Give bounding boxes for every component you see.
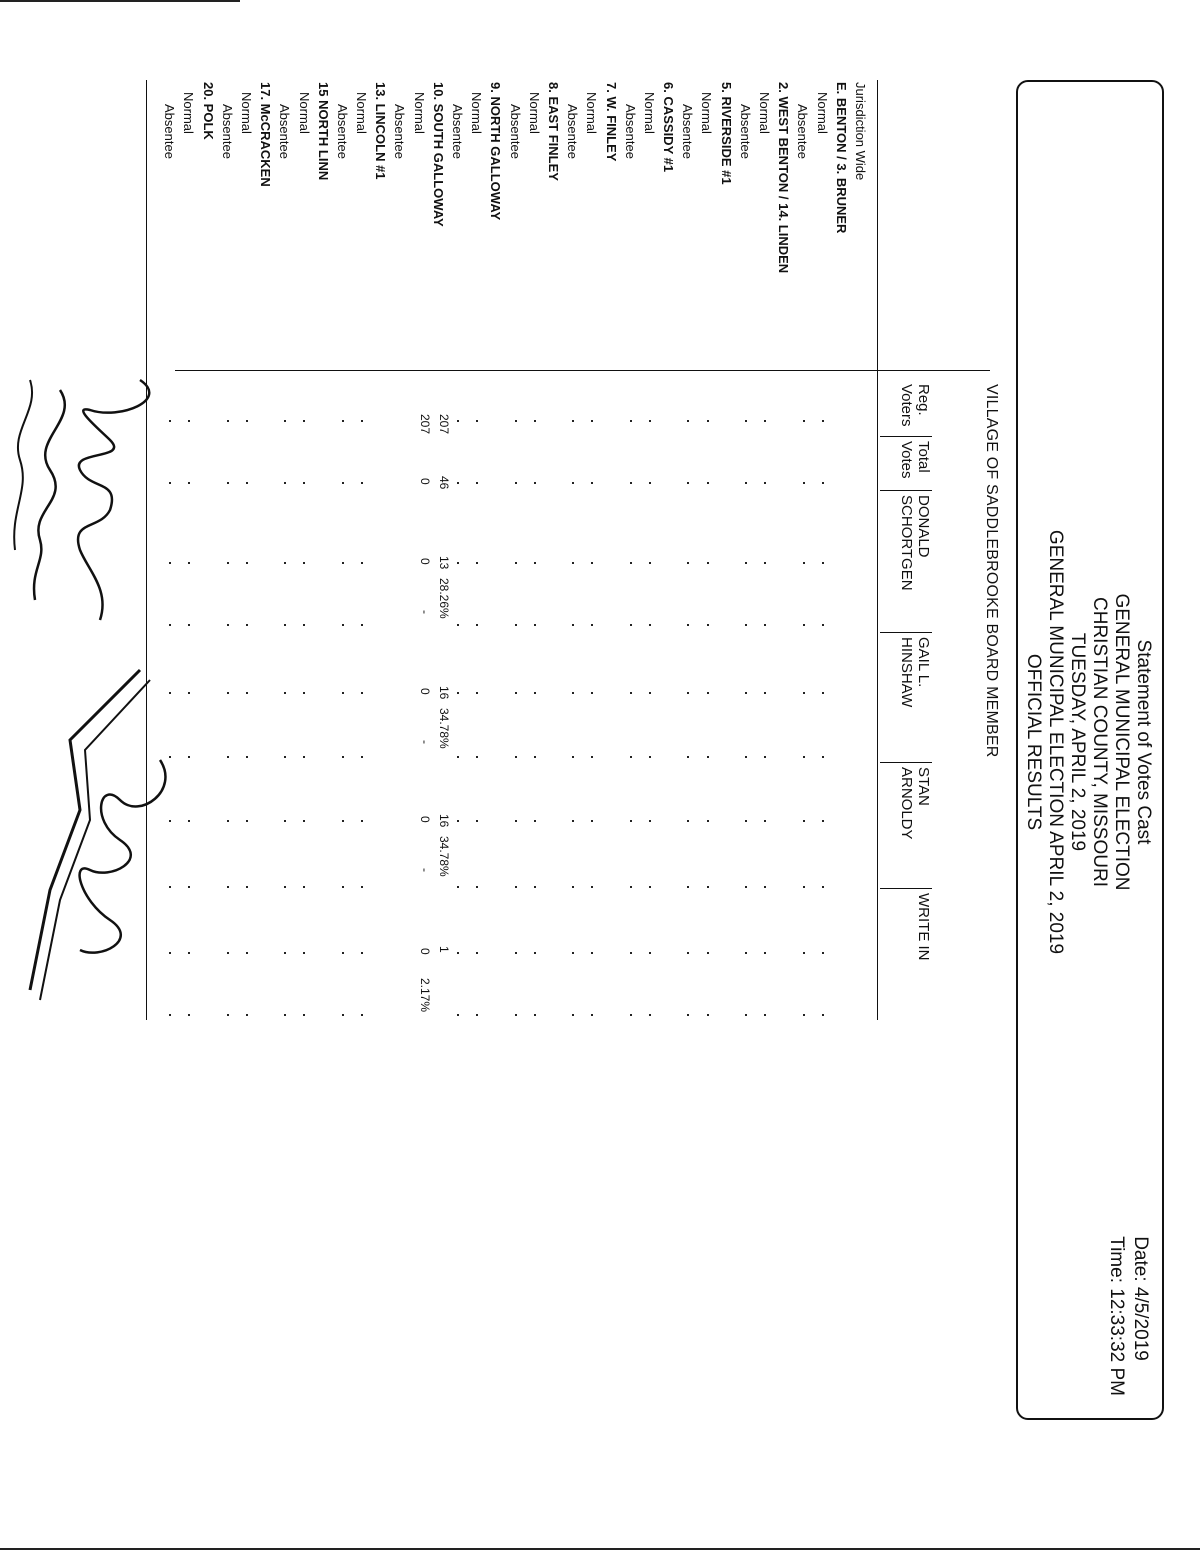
empty-cell-dot <box>476 420 478 422</box>
empty-cell-dot <box>649 482 651 484</box>
col-label: Votes <box>898 441 915 479</box>
header-line: Statement of Votes Cast <box>1133 639 1154 845</box>
col-schortgen <box>880 490 932 591</box>
empty-cell-dot <box>764 624 766 626</box>
col-label: Voters <box>898 384 915 427</box>
empty-cell-dot <box>188 482 190 484</box>
jurisdiction-row: Absentee <box>392 104 408 159</box>
header-datetime <box>1104 1236 1152 1396</box>
jurisdiction-row: Normal <box>641 92 657 134</box>
empty-cell-dot <box>764 562 766 564</box>
empty-cell-dot <box>745 420 747 422</box>
jurisdiction-row: 20. POLK <box>200 82 216 140</box>
empty-cell-dot <box>745 562 747 564</box>
empty-cell-dot <box>572 820 574 822</box>
empty-cell-dot <box>803 886 805 888</box>
empty-cell-dot <box>822 562 824 564</box>
sg-normal-reg: 207 <box>437 414 451 435</box>
header-line: GENERAL MUNICIPAL ELECTION <box>1111 593 1132 891</box>
empty-cell-dot <box>687 952 689 954</box>
empty-cell-dot <box>303 1014 305 1016</box>
empty-cell-dot <box>630 820 632 822</box>
empty-cell-dot <box>745 756 747 758</box>
empty-cell-dot <box>457 562 459 564</box>
empty-cell-dot <box>822 952 824 954</box>
jurisdiction-row: 10. SOUTH GALLOWAY <box>430 82 446 227</box>
empty-cell-dot <box>515 756 517 758</box>
empty-cell-dot <box>476 692 478 694</box>
empty-cell-dot <box>687 482 689 484</box>
empty-cell-dot <box>227 952 229 954</box>
jurisdiction-row: 5. RIVERSIDE #1 <box>718 82 734 185</box>
empty-cell-dot <box>745 692 747 694</box>
sg-normal-writein: 1 <box>437 946 451 953</box>
empty-cell-dot <box>591 952 593 954</box>
empty-cell-dot <box>630 756 632 758</box>
jurisdiction-row: Normal <box>354 92 370 134</box>
empty-cell-dot <box>764 482 766 484</box>
empty-cell-dot <box>361 624 363 626</box>
empty-cell-dot <box>572 1014 574 1016</box>
sg-absentee-schortgen: 0 <box>418 558 432 565</box>
empty-cell-dot <box>476 886 478 888</box>
empty-cell-dot <box>591 562 593 564</box>
empty-cell-dot <box>687 562 689 564</box>
sg-absentee-writein: 0 <box>418 948 432 955</box>
empty-cell-dot <box>630 420 632 422</box>
empty-cell-dot <box>572 886 574 888</box>
empty-cell-dot <box>284 756 286 758</box>
empty-cell-dot <box>764 820 766 822</box>
empty-cell-dot <box>630 952 632 954</box>
empty-cell-dot <box>342 420 344 422</box>
empty-cell-dot <box>534 420 536 422</box>
empty-cell-dot <box>745 624 747 626</box>
empty-cell-dot <box>649 624 651 626</box>
empty-cell-dot <box>284 692 286 694</box>
empty-cell-dot <box>822 756 824 758</box>
empty-cell-dot <box>707 756 709 758</box>
empty-cell-dot <box>745 952 747 954</box>
sg-absentee-total: 0 <box>418 478 432 485</box>
col-label: STAN <box>915 767 932 806</box>
empty-cell-dot <box>361 1014 363 1016</box>
empty-cell-dot <box>534 952 536 954</box>
empty-cell-dot <box>572 624 574 626</box>
jurisdiction-row: 15 NORTH LINN <box>315 82 331 181</box>
empty-cell-dot <box>476 952 478 954</box>
empty-cell-dot <box>246 820 248 822</box>
empty-cell-dot <box>707 886 709 888</box>
jurisdiction-row: Absentee <box>565 104 581 159</box>
empty-cell-dot <box>534 692 536 694</box>
empty-cell-dot <box>534 482 536 484</box>
empty-cell-dot <box>246 562 248 564</box>
jurisdiction-row: 9. NORTH GALLOWAY <box>488 82 504 221</box>
empty-cell-dot <box>361 886 363 888</box>
sg-absentee-hinshaw: 0 <box>418 688 432 695</box>
empty-cell-dot <box>342 562 344 564</box>
empty-cell-dot <box>822 420 824 422</box>
jurisdiction-row: Absentee <box>507 104 523 159</box>
empty-cell-dot <box>246 692 248 694</box>
empty-cell-dot <box>188 420 190 422</box>
empty-cell-dot <box>227 562 229 564</box>
empty-cell-dot <box>572 562 574 564</box>
empty-cell-dot <box>803 624 805 626</box>
empty-cell-dot <box>227 820 229 822</box>
empty-cell-dot <box>707 692 709 694</box>
empty-cell-dot <box>284 420 286 422</box>
empty-cell-dot <box>534 624 536 626</box>
jurisdiction-row: Normal <box>584 92 600 134</box>
empty-cell-dot <box>361 692 363 694</box>
empty-cell-dot <box>361 482 363 484</box>
empty-cell-dot <box>284 562 286 564</box>
empty-cell-dot <box>534 820 536 822</box>
jurisdiction-row: Absentee <box>450 104 466 159</box>
empty-cell-dot <box>745 482 747 484</box>
header-title-block <box>1022 442 1154 1042</box>
col-label: ARNOLDY <box>898 767 915 840</box>
empty-cell-dot <box>534 1014 536 1016</box>
empty-cell-dot <box>227 482 229 484</box>
sg-absentee-hinshaw-pct: - <box>418 740 432 744</box>
empty-cell-dot <box>284 886 286 888</box>
empty-cell-dot <box>745 886 747 888</box>
report-header <box>1016 80 1164 1420</box>
empty-cell-dot <box>361 420 363 422</box>
empty-cell-dot <box>246 952 248 954</box>
empty-cell-dot <box>649 756 651 758</box>
empty-cell-dot <box>457 820 459 822</box>
empty-cell-dot <box>342 886 344 888</box>
jurisdiction-row: 13. LINCOLN #1 <box>373 82 389 180</box>
sg-normal-writein-pct: 2.17% <box>418 978 432 1013</box>
column-divider <box>175 370 990 371</box>
col-label: Total <box>915 441 932 473</box>
empty-cell-dot <box>361 562 363 564</box>
jurisdiction-row: Absentee <box>795 104 811 159</box>
empty-cell-dot <box>822 1014 824 1016</box>
empty-cell-dot <box>572 482 574 484</box>
empty-cell-dot <box>822 482 824 484</box>
empty-cell-dot <box>707 1014 709 1016</box>
header-line: GENERAL MUNICIPAL ELECTION APRIL 2, 2019 <box>1045 529 1066 955</box>
sg-absentee-arnoldy-pct: - <box>418 868 432 872</box>
jurisdiction-row: Absentee <box>680 104 696 159</box>
empty-cell-dot <box>342 692 344 694</box>
empty-cell-dot <box>515 482 517 484</box>
col-label: SCHORTGEN <box>898 495 915 591</box>
empty-cell-dot <box>572 756 574 758</box>
empty-cell-dot <box>284 820 286 822</box>
header-line: CHRISTIAN COUNTY, MISSOURI <box>1089 597 1110 887</box>
empty-cell-dot <box>630 482 632 484</box>
jurisdiction-row: Normal <box>526 92 542 134</box>
empty-cell-dot <box>803 692 805 694</box>
jurisdiction-row: Absentee <box>162 104 178 159</box>
empty-cell-dot <box>822 886 824 888</box>
empty-cell-dot <box>246 482 248 484</box>
empty-cell-dot <box>284 1014 286 1016</box>
empty-cell-dot <box>572 420 574 422</box>
jurisdiction-row: Absentee <box>334 104 350 159</box>
empty-cell-dot <box>476 820 478 822</box>
empty-cell-dot <box>707 420 709 422</box>
empty-cell-dot <box>361 952 363 954</box>
jurisdiction-row: 8. EAST FINLEY <box>546 82 561 181</box>
empty-cell-dot <box>476 482 478 484</box>
empty-cell-dot <box>707 624 709 626</box>
signature-left <box>0 360 180 660</box>
empty-cell-dot <box>764 952 766 954</box>
empty-cell-dot <box>803 562 805 564</box>
empty-cell-dot <box>284 952 286 954</box>
empty-cell-dot <box>687 756 689 758</box>
empty-cell-dot <box>342 1014 344 1016</box>
empty-cell-dot <box>246 756 248 758</box>
empty-cell-dot <box>822 820 824 822</box>
empty-cell-dot <box>457 692 459 694</box>
col-write-in <box>880 888 932 961</box>
empty-cell-dot <box>303 624 305 626</box>
jurisdiction-row: Normal <box>757 92 773 134</box>
empty-cell-dot <box>649 1014 651 1016</box>
empty-cell-dot <box>457 482 459 484</box>
jurisdiction-row: Normal <box>469 92 485 134</box>
empty-cell-dot <box>745 1014 747 1016</box>
empty-cell-dot <box>476 756 478 758</box>
empty-cell-dot <box>591 1014 593 1016</box>
empty-cell-dot <box>284 482 286 484</box>
empty-cell-dot <box>303 886 305 888</box>
report-date: Date: 4/5/2019 <box>1130 1236 1151 1361</box>
jurisdiction-row: Normal <box>699 92 715 134</box>
header-rule <box>877 80 878 1020</box>
jurisdiction-row: E. BENTON / 3. BRUNER <box>833 82 849 234</box>
empty-cell-dot <box>246 420 248 422</box>
sg-normal-total: 46 <box>437 476 451 490</box>
sg-normal-hinshaw-pct: 34.78% <box>437 708 451 749</box>
sg-normal-hinshaw: 16 <box>437 686 451 700</box>
empty-cell-dot <box>803 482 805 484</box>
empty-cell-dot <box>591 624 593 626</box>
empty-cell-dot <box>476 1014 478 1016</box>
empty-cell-dot <box>515 820 517 822</box>
empty-cell-dot <box>515 886 517 888</box>
empty-cell-dot <box>227 420 229 422</box>
col-label: WRITE IN <box>915 893 932 961</box>
empty-cell-dot <box>303 420 305 422</box>
empty-cell-dot <box>822 624 824 626</box>
col-label: HINSHAW <box>898 637 915 708</box>
empty-cell-dot <box>515 624 517 626</box>
empty-cell-dot <box>591 756 593 758</box>
jurisdiction-row: Absentee <box>737 104 753 159</box>
empty-cell-dot <box>803 420 805 422</box>
empty-cell-dot <box>515 1014 517 1016</box>
empty-cell-dot <box>649 952 651 954</box>
scan-edge <box>0 0 240 2</box>
empty-cell-dot <box>246 886 248 888</box>
empty-cell-dot <box>246 624 248 626</box>
empty-cell-dot <box>591 886 593 888</box>
col-label: DONALD <box>915 495 932 558</box>
empty-cell-dot <box>303 820 305 822</box>
empty-cell-dot <box>476 624 478 626</box>
empty-cell-dot <box>591 482 593 484</box>
empty-cell-dot <box>803 820 805 822</box>
col-hinshaw <box>880 632 932 707</box>
empty-cell-dot <box>572 692 574 694</box>
empty-cell-dot <box>649 562 651 564</box>
empty-cell-dot <box>342 820 344 822</box>
empty-cell-dot <box>534 756 536 758</box>
empty-cell-dot <box>188 562 190 564</box>
jurisdiction-row: Absentee <box>219 104 235 159</box>
col-label: GAIL L. <box>915 637 932 688</box>
col-label: Reg. <box>915 384 932 416</box>
empty-cell-dot <box>630 886 632 888</box>
sg-normal-schortgen: 13 <box>437 556 451 570</box>
empty-cell-dot <box>649 820 651 822</box>
empty-cell-dot <box>342 482 344 484</box>
empty-cell-dot <box>803 952 805 954</box>
jurisdiction-rows <box>160 82 870 273</box>
empty-cell-dot <box>764 1014 766 1016</box>
empty-cell-dot <box>476 562 478 564</box>
empty-cell-dot <box>630 1014 632 1016</box>
jurisdiction-row: 17. McCRACKEN <box>258 82 274 187</box>
empty-cell-dot <box>227 692 229 694</box>
empty-cell-dot <box>227 756 229 758</box>
empty-cell-dot <box>764 692 766 694</box>
col-total-votes <box>880 436 932 479</box>
empty-cell-dot <box>361 756 363 758</box>
empty-cell-dot <box>457 420 459 422</box>
jurisdiction-row: Absentee <box>277 104 293 159</box>
empty-cell-dot <box>188 624 190 626</box>
empty-cell-dot <box>534 886 536 888</box>
jurisdiction-row: Normal <box>239 92 254 134</box>
empty-cell-dot <box>707 820 709 822</box>
empty-cell-dot <box>630 624 632 626</box>
empty-cell-dot <box>764 756 766 758</box>
empty-cell-dot <box>457 1014 459 1016</box>
empty-cell-dot <box>284 624 286 626</box>
empty-cell-dot <box>707 562 709 564</box>
jurisdiction-row: Normal <box>814 92 830 134</box>
empty-cell-dot <box>572 952 574 954</box>
empty-cell-dot <box>227 624 229 626</box>
empty-cell-dot <box>687 820 689 822</box>
empty-cell-dot <box>764 420 766 422</box>
empty-cell-dot <box>803 756 805 758</box>
empty-cell-dot <box>687 420 689 422</box>
col-reg-voters <box>880 380 932 427</box>
sg-absentee-schortgen-pct: - <box>418 610 432 614</box>
sg-normal-arnoldy-pct: 34.78% <box>437 836 451 877</box>
empty-cell-dot <box>342 756 344 758</box>
empty-cell-dot <box>687 1014 689 1016</box>
sg-normal-schortgen-pct: 28.26% <box>437 578 451 619</box>
empty-cell-dot <box>361 820 363 822</box>
sg-absentee-reg: 207 <box>418 414 432 435</box>
empty-cell-dot <box>342 952 344 954</box>
empty-cell-dot <box>303 692 305 694</box>
empty-cell-dot <box>707 952 709 954</box>
empty-cell-dot <box>303 756 305 758</box>
empty-cell-dot <box>227 886 229 888</box>
empty-cell-dot <box>707 482 709 484</box>
empty-cell-dot <box>591 820 593 822</box>
col-arnoldy <box>880 762 932 840</box>
scan-edge <box>0 1548 1200 1550</box>
jurisdiction-row: Normal <box>411 92 427 134</box>
empty-cell-dot <box>591 420 593 422</box>
empty-cell-dot <box>630 692 632 694</box>
empty-cell-dot <box>764 886 766 888</box>
jurisdiction-row: Absentee <box>622 104 638 159</box>
empty-cell-dot <box>745 820 747 822</box>
empty-cell-dot <box>227 1014 229 1016</box>
empty-cell-dot <box>630 562 632 564</box>
empty-cell-dot <box>534 562 536 564</box>
empty-cell-dot <box>515 562 517 564</box>
empty-cell-dot <box>303 562 305 564</box>
empty-cell-dot <box>457 756 459 758</box>
empty-cell-dot <box>803 1014 805 1016</box>
empty-cell-dot <box>515 692 517 694</box>
empty-cell-dot <box>303 952 305 954</box>
sg-absentee-arnoldy: 0 <box>418 816 432 823</box>
signature-right <box>20 660 200 1020</box>
empty-cell-dot <box>649 420 651 422</box>
empty-cell-dot <box>649 886 651 888</box>
empty-cell-dot <box>457 952 459 954</box>
empty-cell-dot <box>591 692 593 694</box>
empty-cell-dot <box>687 624 689 626</box>
empty-cell-dot <box>515 420 517 422</box>
empty-cell-dot <box>303 482 305 484</box>
report-time: Time: 12:33:32 PM <box>1106 1236 1127 1396</box>
empty-cell-dot <box>687 886 689 888</box>
header-line: OFFICIAL RESULTS <box>1023 653 1044 831</box>
jurisdiction-row: Jurisdiction Wide <box>853 82 868 181</box>
jurisdiction-row: 2. WEST BENTON / 14. LINDEN <box>776 82 792 274</box>
empty-cell-dot <box>687 692 689 694</box>
jurisdiction-row: Normal <box>296 92 312 134</box>
empty-cell-dot <box>457 886 459 888</box>
empty-cell-dot <box>246 1014 248 1016</box>
jurisdiction-row: 7. W. FINLEY <box>603 82 619 162</box>
header-line: TUESDAY, APRIL 2, 2019 <box>1067 632 1088 852</box>
sg-normal-arnoldy: 16 <box>437 814 451 828</box>
jurisdiction-row: Normal <box>181 92 197 134</box>
empty-cell-dot <box>457 624 459 626</box>
race-title: VILLAGE OF SADDLEBROOKE BOARD MEMBER <box>983 384 1000 758</box>
empty-cell-dot <box>822 692 824 694</box>
empty-cell-dot <box>342 624 344 626</box>
jurisdiction-row: 6. CASSIDY #1 <box>661 82 677 173</box>
empty-cell-dot <box>649 692 651 694</box>
empty-cell-dot <box>515 952 517 954</box>
